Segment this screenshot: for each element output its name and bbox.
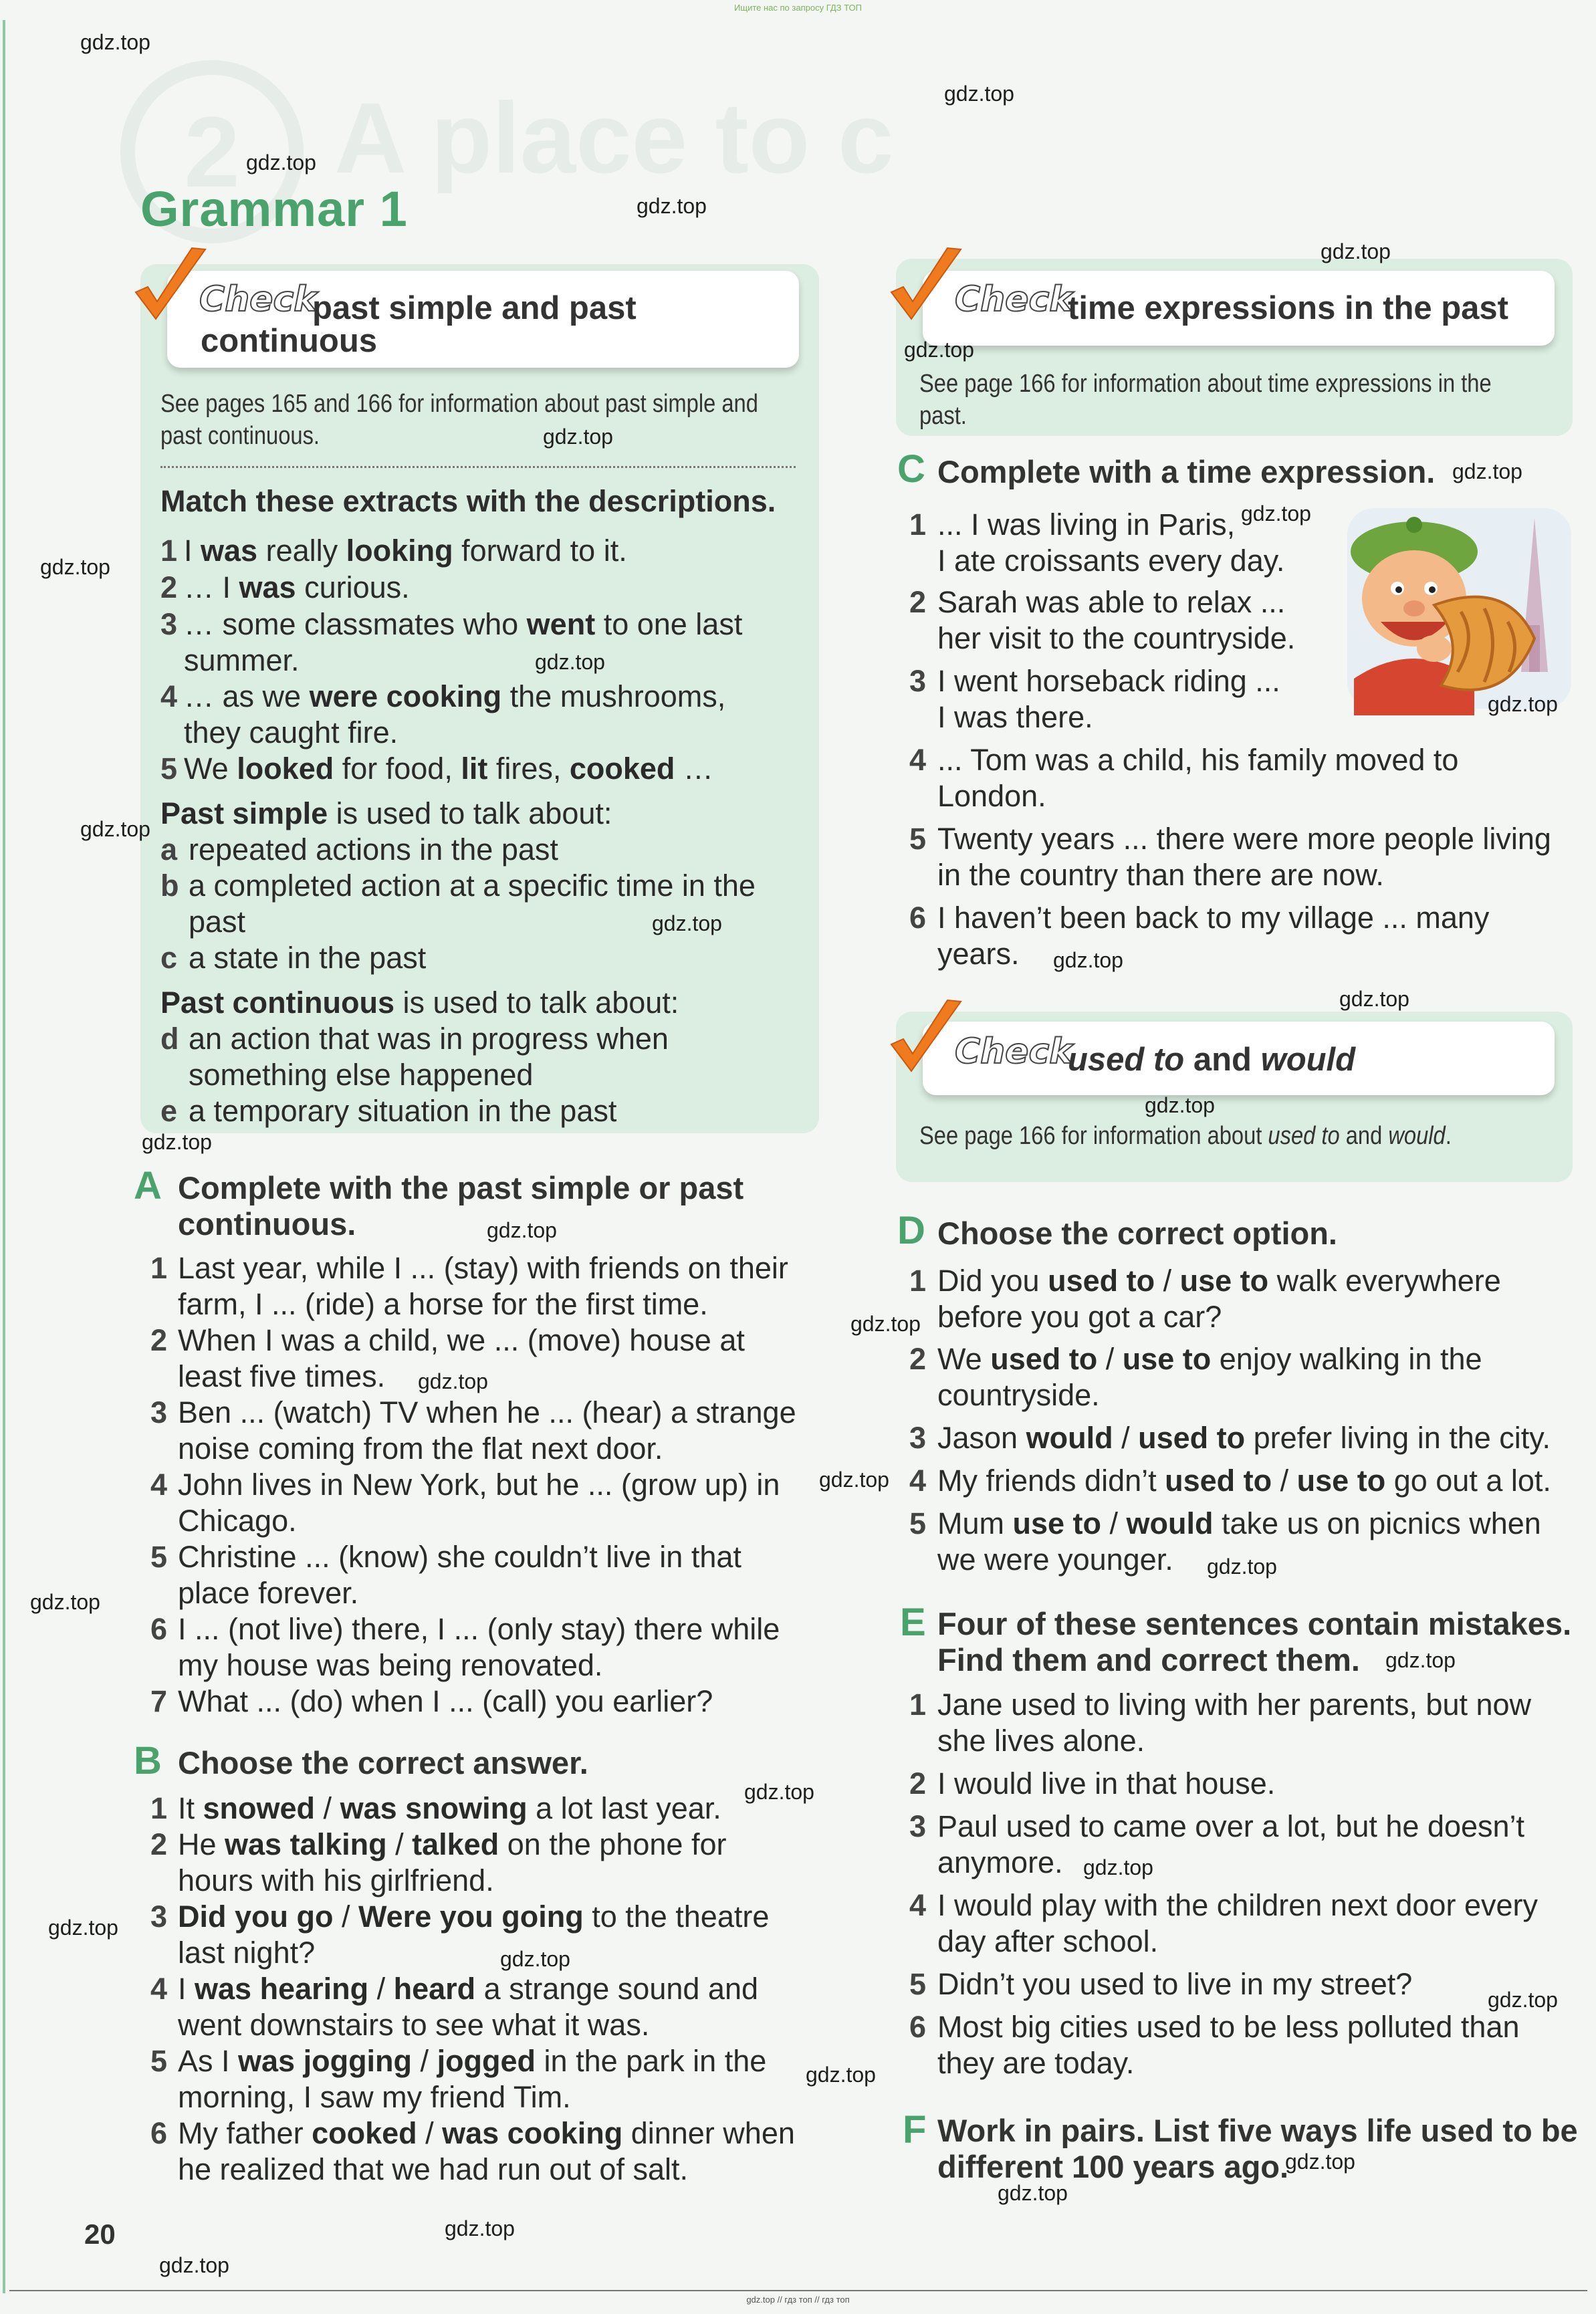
exercise-d-item-5: Mum use to / would take us on picnics when — [937, 1506, 1541, 1540]
match-item-4-cont: they caught fire. — [184, 715, 398, 749]
watermark: gdz.top — [1452, 459, 1522, 483]
exercise-a-item-4: John lives in New York, but he ... (grow up) in — [178, 1468, 780, 1502]
exercise-e-number: 5 — [909, 1967, 927, 2001]
dotted-divider — [160, 466, 796, 468]
match-item-3-cont: summer. — [184, 643, 300, 677]
exercise-b-item-4-cont: went downstairs to see what it was. — [178, 2008, 650, 2042]
check-title-line2: continuous — [201, 323, 378, 359]
exercise-c-item-2-cont: her visit to the countryside. — [937, 621, 1296, 655]
watermark: gdz.top — [998, 2181, 1068, 2205]
exercise-a-number: 4 — [150, 1468, 168, 1502]
exercise-a-item-3-cont: noise coming from the flat next door. — [178, 1431, 663, 1466]
exercise-e-number: 4 — [909, 1888, 927, 1922]
section-title: Grammar 1 — [140, 181, 408, 237]
exercise-a-number: 3 — [150, 1395, 168, 1429]
exercise-a-number: 2 — [150, 1323, 168, 1357]
exercise-d-item-1-cont: before you got a car? — [937, 1300, 1222, 1334]
bottom-rule — [9, 2290, 1587, 2291]
past-continuous-label: Past continuous — [160, 986, 395, 1020]
exercise-e-item-6: Most big cities used to be less polluted than — [937, 2010, 1520, 2044]
exercise-b-item-3: Did you go / Were you going to the theatre — [178, 1899, 770, 1934]
exercise-c-item-5: Twenty years ... there were more people living — [937, 822, 1551, 856]
exercise-e-item-6-cont: they are today. — [937, 2046, 1135, 2080]
match-item-number: 1 — [160, 534, 178, 568]
past-continuous-rule — [160, 985, 679, 1021]
exercise-f-instruction: Work in pairs. List five ways life used to be — [937, 2113, 1578, 2148]
past-simple-label: Past simple — [160, 796, 328, 830]
watermark: gdz.top — [543, 425, 613, 449]
exercise-b-item-5: As I was jogging / jogged in the park in the — [178, 2044, 767, 2078]
match-item-number: 3 — [160, 607, 178, 641]
watermark: gdz.top — [1241, 501, 1311, 526]
watermark: gdz.top — [80, 30, 150, 54]
exercise-b-item-2-cont: hours with his girlfriend. — [178, 1863, 494, 1897]
top-note: Ищите нас по запросу ГДЗ ТОП — [734, 3, 862, 13]
watermark: gdz.top — [80, 817, 150, 841]
exercise-b-item-2: He was talking / talked on the phone for — [178, 1827, 727, 1861]
exercise-e-number: 1 — [909, 1688, 927, 1722]
exercise-e-item-3: Paul used to came over a lot, but he doesn’t — [937, 1809, 1525, 1843]
exercise-e-item-1-cont: she lives alone. — [937, 1724, 1145, 1758]
watermark: gdz.top — [445, 2216, 515, 2240]
match-item-number: 4 — [160, 679, 178, 713]
croissant-boy-illustration — [1334, 505, 1575, 715]
watermark: gdz.top — [159, 2253, 229, 2277]
exercise-c-number: 3 — [909, 664, 927, 698]
exercise-b-item-5-cont: morning, I saw my friend Tim. — [178, 2080, 571, 2114]
exercise-b-number: 5 — [150, 2044, 168, 2078]
watermark: gdz.top — [1207, 1554, 1277, 1579]
match-item-1: I was really looking forward to it. — [184, 534, 627, 568]
exercise-letter-a: A — [134, 1164, 162, 1207]
exercise-letter-d: D — [897, 1209, 925, 1252]
watermark: gdz.top — [500, 1947, 570, 1971]
check-word: Check — [955, 1032, 1072, 1072]
exercise-e-number: 2 — [909, 1766, 927, 1801]
exercise-d-number: 4 — [909, 1464, 927, 1498]
description-b-cont: past — [189, 905, 246, 939]
exercise-b-item-4: I was hearing / heard a strange sound and — [178, 1972, 758, 2006]
watermark: gdz.top — [535, 650, 605, 674]
exercise-b-number: 2 — [150, 1827, 168, 1861]
exercise-a-instruction: Complete with the past simple or past — [178, 1170, 744, 1205]
exercise-letter-b: B — [134, 1739, 162, 1782]
description-c: a state in the past — [189, 941, 427, 975]
exercise-a-number: 7 — [150, 1684, 168, 1718]
exercise-d-item-2-cont: countryside. — [937, 1378, 1100, 1412]
exercise-a-item-1-cont: farm, I ... (ride) a horse for the first time. — [178, 1287, 708, 1321]
exercise-a-item-2: When I was a child, we ... (move) house at — [178, 1323, 745, 1357]
watermark: gdz.top — [744, 1780, 814, 1804]
exercise-d-number: 1 — [909, 1264, 927, 1298]
check-title: time expressions in the past — [1068, 290, 1508, 326]
exercise-c-item-3: I went horseback riding ... — [937, 664, 1280, 698]
watermark: gdz.top — [1083, 1855, 1153, 1879]
description-letter: e — [160, 1094, 178, 1128]
exercise-e-instruction-cont: Find them and correct them. — [937, 1642, 1360, 1677]
exercise-d-number: 2 — [909, 1342, 927, 1376]
description-a: repeated actions in the past — [189, 832, 558, 866]
match-item-3: … some classmates who went to one last — [184, 607, 743, 641]
match-item-5: We looked for food, lit fires, cooked … — [184, 751, 713, 786]
watermark: gdz.top — [1053, 948, 1123, 972]
exercise-c-instruction: Complete with a time expression. — [937, 454, 1436, 489]
exercise-e-item-4: I would play with the children next door every — [937, 1888, 1538, 1922]
see-reference-line2: past continuous. — [160, 422, 320, 450]
exercise-a-item-4-cont: Chicago. — [178, 1504, 297, 1538]
exercise-letter-f: F — [903, 2108, 927, 2152]
past-simple-rule-text: is used to talk about: — [328, 796, 612, 830]
exercise-d-number: 3 — [909, 1421, 927, 1455]
exercise-c-item-6: I haven’t been back to my village ... many — [937, 901, 1490, 935]
exercise-e-item-5: Didn’t you used to live in my street? — [937, 1967, 1413, 2001]
watermark: gdz.top — [944, 82, 1014, 106]
exercise-d-item-3: Jason would / used to prefer living in the city. — [937, 1421, 1551, 1455]
watermark: gdz.top — [30, 1590, 100, 1614]
exercise-b-number: 3 — [150, 1899, 168, 1934]
watermark: gdz.top — [1385, 1648, 1456, 1672]
check-title-used-to-would: used to and would — [1068, 1042, 1356, 1078]
watermark: gdz.top — [652, 911, 722, 935]
exercise-d-instruction: Choose the correct option. — [937, 1216, 1337, 1251]
watermark: gdz.top — [142, 1130, 212, 1154]
exercise-b-number: 6 — [150, 2116, 168, 2150]
exercise-c-item-1: ... I was living in Paris, — [937, 507, 1236, 542]
unit-number: 2 — [120, 60, 304, 243]
description-letter: b — [160, 869, 179, 903]
exercise-c-number: 1 — [909, 507, 927, 542]
watermark: gdz.top — [246, 150, 316, 175]
checkmark-icon — [886, 996, 966, 1083]
exercise-b-item-3-cont: last night? — [178, 1936, 316, 1970]
exercise-a-item-6-cont: my house was being renovated. — [178, 1648, 603, 1682]
watermark: gdz.top — [1339, 987, 1409, 1011]
exercise-c-number: 6 — [909, 901, 927, 935]
check-word: Check — [199, 279, 317, 320]
match-item-2: … I was curious. — [184, 570, 410, 604]
watermark: gdz.top — [819, 1468, 889, 1492]
watermark: gdz.top — [1321, 239, 1391, 263]
bottom-note: gdz.top // гдз топ // гдз топ — [746, 2295, 850, 2305]
watermark: gdz.top — [637, 194, 707, 218]
exercise-b-number: 1 — [150, 1791, 168, 1825]
exercise-a-item-5-cont: place forever. — [178, 1576, 359, 1610]
exercise-a-item-1: Last year, while I ... (stay) with friends on their — [178, 1251, 788, 1285]
description-letter: d — [160, 1022, 179, 1056]
exercise-a-number: 6 — [150, 1612, 168, 1646]
exercise-b-instruction: Choose the correct answer. — [178, 1745, 588, 1780]
description-b: a completed action at a specific time in the — [189, 869, 756, 903]
exercise-d-item-1: Did you used to / use to walk everywhere — [937, 1264, 1501, 1298]
match-heading: Match these extracts with the descriptions. — [160, 484, 776, 518]
page-number: 20 — [84, 2218, 116, 2250]
description-letter: a — [160, 832, 178, 866]
exercise-d-item-5-cont: we were younger. — [937, 1542, 1173, 1577]
checkmark-icon — [130, 244, 211, 331]
checkmark-icon — [886, 244, 966, 331]
exercise-f-instruction-cont: different 100 years ago. — [937, 2149, 1289, 2184]
exercise-d-number: 5 — [909, 1506, 927, 1540]
exercise-e-instruction: Four of these sentences contain mistakes. — [937, 1606, 1572, 1641]
exercise-c-item-5-cont: in the country than there are now. — [937, 858, 1384, 892]
watermark: gdz.top — [1488, 692, 1558, 716]
check-word: Check — [955, 279, 1072, 320]
exercise-e-item-4-cont: day after school. — [937, 1924, 1159, 1958]
exercise-b-item-6-cont: he realized that we had run out of salt. — [178, 2152, 688, 2186]
watermark: gdz.top — [40, 555, 110, 579]
exercise-c-item-6-cont: years. — [937, 937, 1020, 971]
unit-title: A place to c — [334, 82, 894, 194]
see-reference: See page 166 for information about time expressions in the past. — [919, 370, 1492, 430]
description-e: a temporary situation in the past — [189, 1094, 617, 1128]
exercise-a-instruction-cont: continuous. — [178, 1206, 356, 1242]
see-reference-line1: See pages 165 and 166 for information about past simple and — [160, 390, 758, 418]
exercise-a-item-2-cont: least five times. — [178, 1359, 386, 1393]
watermark: gdz.top — [904, 338, 974, 362]
watermark: gdz.top — [418, 1369, 488, 1393]
match-item-number: 5 — [160, 751, 178, 786]
past-simple-rule — [160, 796, 612, 832]
exercise-c-item-1-cont: I ate croissants every day. — [937, 544, 1285, 578]
exercise-c-item-2: Sarah was able to relax ... — [937, 585, 1286, 619]
match-item-4: … as we were cooking the mushrooms, — [184, 679, 726, 713]
exercise-b-number: 4 — [150, 1972, 168, 2006]
watermark: gdz.top — [48, 1916, 118, 1940]
exercise-d-item-4: My friends didn’t used to / use to go out a lot. — [937, 1464, 1551, 1498]
exercise-d-item-2: We used to / use to enjoy walking in the — [937, 1342, 1482, 1376]
exercise-a-item-6: I ... (not live) there, I ... (only stay) there while — [178, 1612, 780, 1646]
watermark: gdz.top — [1285, 2150, 1355, 2174]
watermark: gdz.top — [1145, 1093, 1215, 1117]
check-title-line1: past simple and past — [312, 290, 637, 326]
exercise-a-item-5: Christine ... (know) she couldn’t live in that — [178, 1540, 742, 1574]
exercise-c-number: 2 — [909, 585, 927, 619]
watermark: gdz.top — [487, 1218, 557, 1242]
exercise-a-item-3: Ben ... (watch) TV when he ... (hear) a strange — [178, 1395, 796, 1429]
exercise-a-number: 1 — [150, 1251, 168, 1285]
exercise-e-number: 3 — [909, 1809, 927, 1843]
exercise-letter-e: E — [900, 1601, 926, 1644]
exercise-c-item-4: ... Tom was a child, his family moved to — [937, 743, 1459, 777]
exercise-e-item-1: Jane used to living with her parents, but now — [937, 1688, 1532, 1722]
description-d-cont: something else happened — [189, 1058, 534, 1092]
exercise-b-item-6: My father cooked / was cooking dinner when — [178, 2116, 795, 2150]
watermark: gdz.top — [1488, 1988, 1558, 2012]
description-d: an action that was in progress when — [189, 1022, 669, 1056]
exercise-a-number: 5 — [150, 1540, 168, 1574]
exercise-c-number: 5 — [909, 822, 927, 856]
exercise-e-number: 6 — [909, 2010, 927, 2044]
match-item-number: 2 — [160, 570, 178, 604]
exercise-c-number: 4 — [909, 743, 927, 777]
watermark: gdz.top — [850, 1312, 921, 1336]
left-edge-line — [3, 20, 5, 2293]
exercise-e-item-3-cont: anymore. — [937, 1845, 1063, 1879]
exercise-b-item-1: It snowed / was snowing a lot last year. — [178, 1791, 721, 1825]
exercise-e-item-2: I would live in that house. — [937, 1766, 1276, 1801]
past-continuous-rule-text: is used to talk about: — [394, 986, 679, 1020]
exercise-letter-c: C — [897, 447, 925, 491]
watermark: gdz.top — [806, 2063, 876, 2087]
see-reference: See page 166 for information about used to and would. — [919, 1122, 1452, 1150]
description-letter: c — [160, 941, 178, 975]
exercise-a-item-7: What ... (do) when I ... (call) you earlier? — [178, 1684, 713, 1718]
exercise-c-item-4-cont: London. — [937, 779, 1046, 813]
exercise-c-item-3-cont: I was there. — [937, 700, 1093, 734]
